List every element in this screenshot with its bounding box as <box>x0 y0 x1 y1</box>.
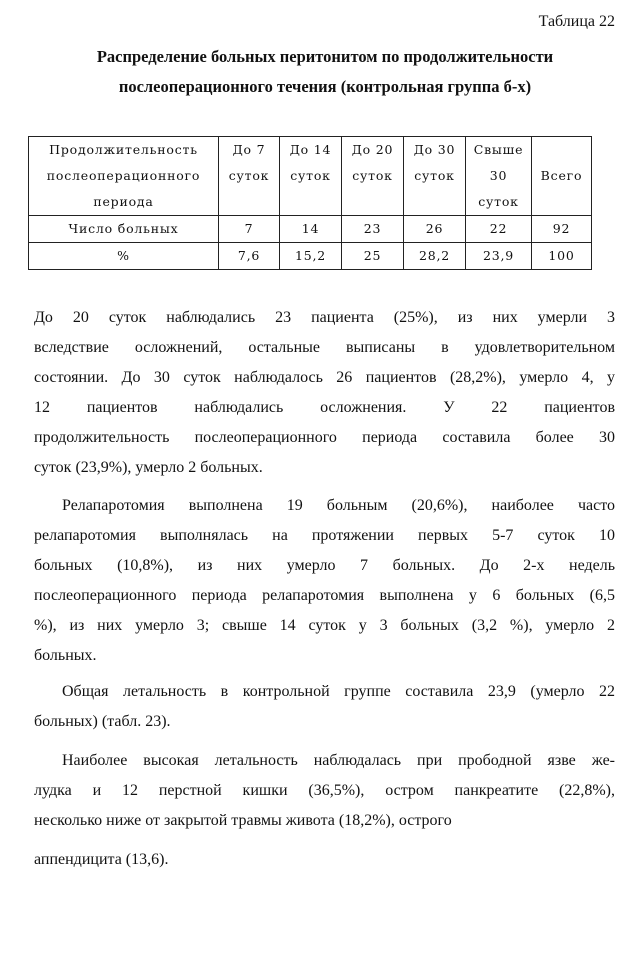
paragraph-3: Общая летальность в контрольной группе составила 23,9 (умерло 22 больных) (табл. 23). <box>34 683 615 730</box>
header-over-30: Свыше 30 суток <box>466 137 532 216</box>
table-title <box>40 42 610 102</box>
header-upto-30: До 30 суток <box>404 137 466 216</box>
paragraph-4: Наиболее высокая летальность наблюдалась при прободной язве же- лудка и 12 перстной кишки (36,5%), остром панкреатите (22,8%), несколько ниже от закрытой травмы живота (18,2%), острого <box>34 752 615 829</box>
table-cell: 14 <box>280 216 342 243</box>
row-label: Число больных <box>29 216 219 243</box>
table-cell: 28,2 <box>404 243 466 270</box>
header-total: Всего <box>532 137 592 216</box>
title-line-2: послеоперационного течения (контрольная группа б-х) <box>118 77 532 96</box>
title-line-1: Распределение больных перитонитом по продолжительности <box>96 47 554 66</box>
paragraph-2: Релапаротомия выполнена 19 больным (20,6%), наиболее часто релапаротомия выполнялась на протяжении первых 5-7 суток 10 больных (10,8%), из них умерло 7 больных. До 2-х недель послеоперационного периода релапаротомия выполнена у 6 больных (6,5 %), из них умерло 3; свыше 14 суток у 3 больных (3,2 %), умерло 2 больных. <box>34 497 615 664</box>
paragraph-5: аппендицита (13,6). <box>34 851 169 868</box>
header-upto-14: До 14 суток <box>280 137 342 216</box>
table-cell: 26 <box>404 216 466 243</box>
table-cell: 23 <box>342 216 404 243</box>
row-label: % <box>29 243 219 270</box>
header-period: Продолжительность послеоперационного периода <box>29 137 219 216</box>
table-cell: 100 <box>532 243 592 270</box>
table-cell: 92 <box>532 216 592 243</box>
table-row <box>29 243 592 270</box>
table-cell: 7,6 <box>219 243 280 270</box>
table-cell: 15,2 <box>280 243 342 270</box>
paragraph-1: До 20 суток наблюдались 23 пациента (25%), из них умерли 3 вследствие осложнений, остальные выписаны в удовлетворительном состоянии. До 30 суток наблюдалось 26 пациентов (28,2%), умерло 4, у 12 пациентов наблюдались осложнения. У 22 пациентов продолжительность послеоперационного периода составила более 30 суток (23,9%), умерло 2 больных. <box>34 309 615 476</box>
table-cell: 23,9 <box>466 243 532 270</box>
header-upto-20: До 20 суток <box>342 137 404 216</box>
table-header-row <box>29 137 592 216</box>
header-upto-7: До 7 суток <box>219 137 280 216</box>
distribution-table <box>28 136 592 270</box>
table-caption: Таблица 22 <box>538 13 615 30</box>
table-cell: 25 <box>342 243 404 270</box>
table-cell: 7 <box>219 216 280 243</box>
table-cell: 22 <box>466 216 532 243</box>
table-row <box>29 216 592 243</box>
